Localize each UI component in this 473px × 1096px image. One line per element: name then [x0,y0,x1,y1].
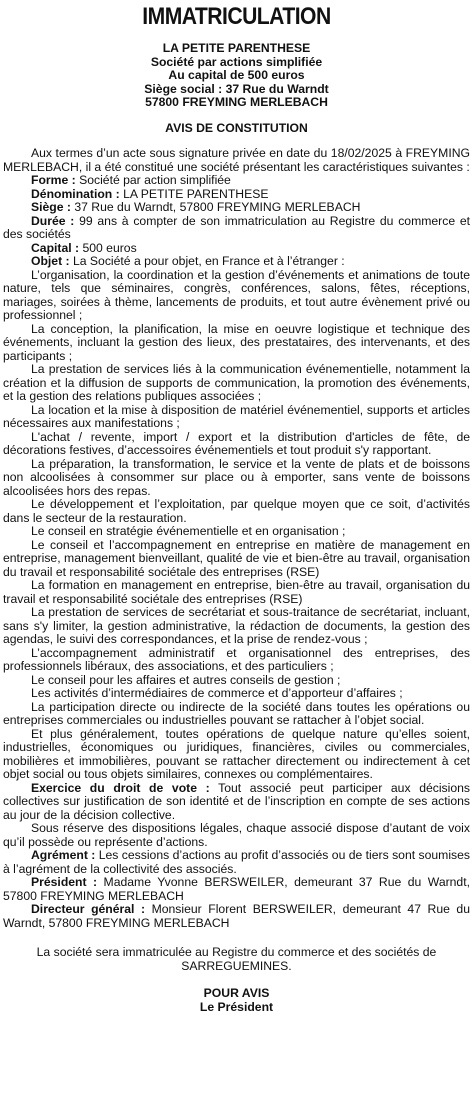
notice-paragraph [3,539,470,580]
paragraph-text: La location et la mise à disposition de matériel événementiel, supports et articles nécessaires aux manifestations ; [3,402,470,430]
signature-block [3,987,470,1014]
notice-paragraph [3,606,470,647]
notice-paragraph [3,903,470,930]
paragraph-text: 500 euros [79,240,137,255]
notice-paragraph [3,323,470,364]
notice-paragraph [3,849,470,876]
notice-paragraph [3,188,470,202]
paragraph-text: La prestation de services liés à la communication événementielle, notamment la création et la diffusion de supports de communication, la promotion des événements, et la gestion des relations publiques associées ; [3,362,470,403]
paragraph-text: La préparation, la transformation, le service et la vente de plats et de boissons non alcoolisées à consommer sur place ou à emporter, sans vente de boissons alcoolisées hors des repas. [3,456,470,498]
notice-paragraph [3,269,470,323]
signature-line-1: POUR AVIS [203,986,270,1000]
notice-paragraph [3,876,470,903]
paragraph-text: Le conseil pour les affaires et autres conseils de gestion ; [31,672,341,687]
paragraph-text: Madame Yvonne BERSWEILER, demeurant 37 Rue du Warndt, 57800 FREYMING MERLEBACH [3,875,470,903]
notice-paragraph [3,174,470,188]
paragraph-text: L'achat / revente, import / export et la distribution d'articles de fête, de décorations festives, d’accessoires événementiels et tout produit s'y rapportant. [3,429,470,457]
paragraph-text: 99 ans à compter de son immatriculation au Registre du commerce et des sociétés [3,213,470,241]
paragraph-text: La conception, la planification, la mise en oeuvre logistique et technique des événements, incluant la gestion des lieux, des prestataires, des intervenants, et des participants ; [3,321,470,363]
paragraph-text: L’organisation, la coordination et la gestion d’événements et animations de toute nature, tels que séminaires, congrès, conférences, salons, fêtes, réceptions, mariages, soirées à thème, lancements de produits, et tout autre évènement privé ou professionnel ; [3,267,470,322]
paragraph-text: Le développement et l’exploitation, par quelque moyen que ce soit, d’activités dans le secteur de la restauration. [3,497,470,525]
notice-paragraph [3,647,470,674]
paragraph-label: Forme : [31,173,76,187]
notice-paragraph [3,404,470,431]
notice-paragraph [3,525,470,539]
company-form: Société par actions simplifiée [150,54,323,69]
paragraph-text: Aux termes d’un acte sous signature privée en date du 18/02/2025 à FREYMING MERLEBACH, il a été constitué une société présentant les caractéristiques suivantes : [3,146,470,174]
notice-paragraph [3,498,470,525]
notice-paragraph [3,215,470,242]
notice-paragraph [3,363,470,404]
paragraph-text: Société par action simplifiée [75,173,231,187]
paragraph-label: Siège : [31,200,71,214]
paragraph-text: Et plus généralement, toutes opérations de quelque nature qu’elles soient, industrielles, économiques ou juridiques, financières, civiles ou commerciales, mobilières et immobilières, pouvant se rattacher directement ou indirectement à cet objet social ou tous objets similaires, connexes ou complémentaires. [3,726,470,781]
paragraph-text: Les activités d’intermédiaires de commerce et d’apporteur d’affaires ; [31,686,403,700]
notice-paragraph [3,201,470,215]
paragraph-text: Le conseil en stratégie événementielle et en organisation ; [31,524,346,538]
notice-body [3,147,470,930]
paragraph-label: Dénomination : [31,186,120,201]
paragraph-text: L’accompagnement administratif et organisationnel des entreprises, des professionnels libéraux, des associations, et des particuliers ; [3,645,470,673]
paragraph-label: Capital : [31,240,80,255]
company-capital: Au capital de 500 euros [168,68,305,82]
paragraph-text: La participation directe ou indirecte de la société dans toutes les opérations ou entreprises commerciales ou industrielles pouvant se rattacher à l’objet social. [3,699,470,727]
notice-paragraph [3,579,470,606]
paragraph-text: La Société a pour objet, en France et à l’étranger : [69,254,345,268]
notice-paragraph [3,822,470,849]
paragraph-text: La formation en management en entreprise, bien-être au travail, organisation du travail et responsabilité sociétale des entreprises (RSE) [3,578,470,606]
notice-title: IMMATRICULATION [142,3,331,30]
paragraph-text: Sous réserve des dispositions légales, chaque associé dispose d’autant de voix qu’il possède ou représente d’actions. [3,821,470,849]
paragraph-label: Objet : [31,254,70,268]
paragraph-label: Durée : [31,213,75,228]
paragraph-label: Exercice du droit de vote : [31,780,210,795]
notice-paragraph [3,674,470,688]
paragraph-text: LA PETITE PARENTHESE [119,186,269,201]
company-seat: Siège social : 37 Rue du Warndt [144,81,329,96]
notice-paragraph [3,728,470,782]
paragraph-label: Directeur général : [31,902,146,916]
notice-paragraph [3,458,470,499]
paragraph-text: Le conseil et l’accompagnement en entreprise en matière de management en entreprise, management bienveillant, qualité de vie et bien-être au travail, organisation du travail et responsabilité sociétale des entreprises (RSE) [3,537,470,579]
paragraph-label: Agrément : [31,848,96,862]
closing-text: La société sera immatriculée au Registre du commerce et des sociétés de SARREGUEMINES. [36,945,437,973]
paragraph-text: Tout associé peut participer aux décisions collectives sur justification de son identité et de l’inscription en compte de ses actions au jour de la décision collective. [3,780,470,822]
paragraph-text: Monsieur Florent BERSWEILER, demeurant 47 Rue du Warndt, 57800 FREYMING MERLEBACH [3,902,470,930]
company-name: LA PETITE PARENTHESE [162,41,311,55]
notice-paragraph [3,431,470,458]
notice-paragraph [3,782,470,823]
notice-paragraph [3,255,470,269]
notice-paragraph [3,687,470,701]
notice-paragraph [3,701,470,728]
paragraph-text: La prestation de services de secrétariat et sous-traitance de secrétariat, incluant, sans s'y limiter, la gestion administrative, la rédaction de documents, la gestion des agendas, le suivi des correspondances, et la prise de rendez-vous ; [3,605,470,646]
notice-paragraph [3,147,470,174]
notice-paragraph [3,242,470,256]
company-header [3,42,470,110]
paragraph-text: Les cessions d’actions au profit d’associés ou de tiers sont soumises à l’agrément de la collectivité des associés. [3,848,470,876]
paragraph-text: 37 Rue du Warndt, 57800 FREYMING MERLEBACH [70,200,361,214]
signature-line-2: Le Président [199,999,274,1014]
company-city: 57800 FREYMING MERLEBACH [145,95,328,109]
section-title: AVIS DE CONSTITUTION [165,120,308,135]
paragraph-label: Président : [31,875,98,889]
